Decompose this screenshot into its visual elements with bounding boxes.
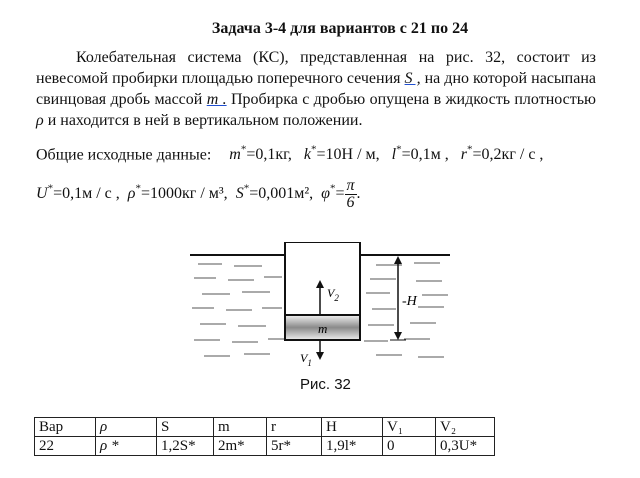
header-v1: V₁ <box>383 418 436 437</box>
header-m: m <box>214 418 267 437</box>
table-row <box>35 437 495 456</box>
v1-arrowhead <box>316 352 324 360</box>
header-s: S <box>157 418 214 437</box>
problem-paragraph <box>36 47 596 131</box>
given-k: k*=10Н / м, <box>303 144 380 164</box>
header-r: r <box>267 418 322 437</box>
m-symbol: m . <box>206 91 227 108</box>
h-arrow-top <box>394 256 402 264</box>
cell-v1: 0 <box>383 437 436 456</box>
s-symbol: S , <box>404 70 421 87</box>
v1-label: $V_1$ <box>300 351 312 368</box>
task-title: Задача 3-4 для вариантов с 21 по 24 <box>211 20 469 37</box>
h-label: -H <box>402 294 417 309</box>
header-h: H <box>322 418 383 437</box>
cell-m: 2m* <box>214 437 267 456</box>
given-data-line2 <box>36 178 596 211</box>
header-rho: ρ <box>96 418 157 437</box>
cell-v2: 0,3U* <box>436 437 495 456</box>
paragraph-part4: и находится в ней в вертикальном положении. <box>43 112 363 129</box>
given-label: Общие исходные данные: <box>36 146 212 164</box>
cell-r: 5r* <box>267 437 322 456</box>
cell-variant: 22 <box>35 437 96 456</box>
h-arrow-bottom <box>394 332 402 340</box>
variant-table <box>34 417 495 456</box>
mass-label: m <box>318 321 328 336</box>
cell-h: 1,9l* <box>322 437 383 456</box>
given-s: S*=0,001м², <box>235 182 314 203</box>
given-l: l*=0,1м , <box>391 144 449 164</box>
given-u: U*=0,1м / с , <box>36 182 120 203</box>
given-m: m*=0,1кг, <box>229 144 292 164</box>
figure-caption: Рис. 32 <box>300 376 351 393</box>
paragraph-part3: Пробирка с дробью опущена в жидкость плотностью <box>226 91 596 108</box>
header-v2: V₂ <box>436 418 495 437</box>
given-data-line1 <box>36 144 596 164</box>
paragraph-part2: на дно которой насыпана свинцовая дробь массой <box>36 70 596 108</box>
header-variant: Вар <box>35 418 96 437</box>
given-r: r*=0,2кг / с , <box>460 144 544 164</box>
cell-rho: ρ * <box>96 437 157 456</box>
oscillating-system-figure <box>190 242 450 372</box>
table-header-row <box>35 418 495 437</box>
paragraph-part1: Колебательная система (КС), представленная на рис. 32, состоит из невесомой пробирки площадью поперечного сечения <box>36 49 596 87</box>
given-phi: φ*= $\frac{\pi}{6}$ . <box>321 177 361 211</box>
cell-s: 1,2S* <box>157 437 214 456</box>
v2-label: $V_2$ <box>327 286 339 303</box>
given-rho: ρ*=1000кг / м³, <box>127 182 228 203</box>
rho-symbol: ρ <box>36 112 44 129</box>
